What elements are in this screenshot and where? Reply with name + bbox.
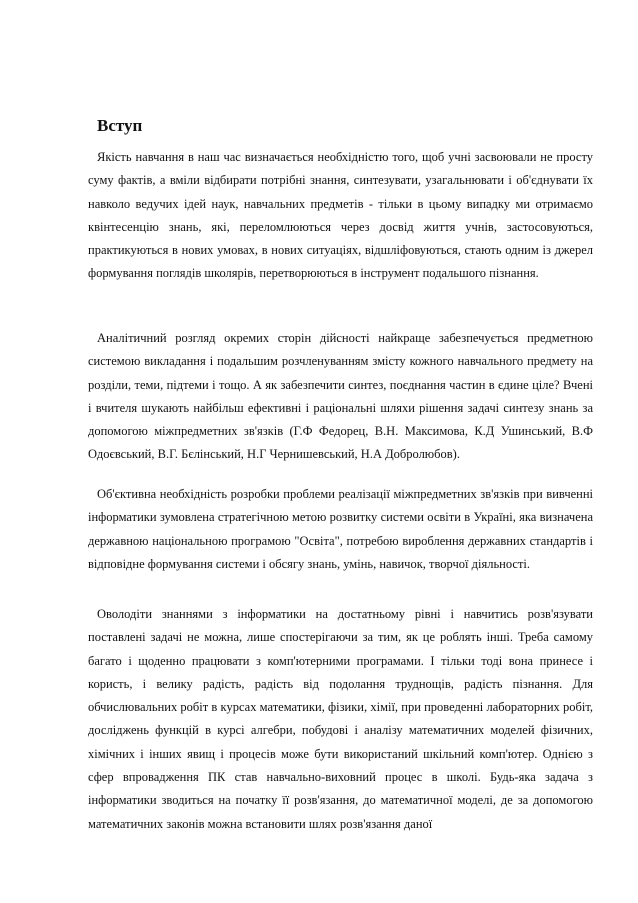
paragraph-objective-necessity: Об'єктивна необхідність розробки проблеми реалізації міжпредметних зв'язків при вивченні інформатики зумовлена стратегічною метою розвитку системи освіти в Україні, яка визначена державною національною програмою "Освіта", потребою вироблення державних стандартів і відповідне формування системи і обсягу знань, умінь, навичок, творчої діяльності. <box>88 487 593 571</box>
section-title: Вступ <box>97 116 143 135</box>
paragraph-quality-of-learning: Якість навчання в наш час визначається необхідністю того, щоб учні засвоювали не просту суму фактів, а вміли відбирати потрібні знання, синтезувати, узагальнювати і об'єднувати їх навколо ведучих ідей наук, навчальних предметів - тільки в цьому випадку ми отримаємо квінтесенцію знань, які, переломлюються через досвід життя учнів, застосовуються, практикуються в нових умовах, в нових ситуаціях, відшліфовуються, стають одним із джерел формування поглядів школярів, перетворюються в інструмент подальшого пізнання. <box>88 150 593 281</box>
paragraph-mastering-informatics: Оволодіти знаннями з інформатики на достатньому рівні і навчитись розв'язувати поставлені задачі не можна, лише спостерігаючи за тим, як це роблять інші. Треба самому багато і щоденно працювати з комп'ютерними програмами. І тільки тоді вона принесе і користь, і велику радість, радість від подолання труднощів, радість пізнання. Для обчислювальних робіт в курсах математики, фізики, хімії, при проведенні лабораторних робіт, досліджень функцій в курсі алгебри, побудові і аналізу математичних моделей фізичних, хімічних і інших явищ і процесів може бути використаний шкільний комп'ютер. Однією з сфер впровадження ПК став навчально-виховний процес в школі. Будь-яка задача з інформатики зводиться на початку її розв'язання, до математичної моделі, де за допомогою математичних законів можна встановити шлях розв'язання даної <box>88 607 593 831</box>
paragraph-analytical-review: Аналітичний розгляд окремих сторін дійсності найкраще забезпечується предметною системою викладання і подальшим розчленуванням змісту кожного навчального предмету на розділи, теми, підтеми і тощо. А як забезпечити синтез, поєднання частин в єдине ціле? Вчені і вчителя шукають найбільш ефективні і раціональні шляхи рішення задачі синтезу знань за допомогою міжпредметних зв'язків (Г.Ф Федорец, В.Н. Максимова, К.Д Ушинський, В.Ф Одоєвський, В.Г. Бєлінський, Н.Г Чернишевський, Н.А Добролюбов). <box>88 331 593 462</box>
